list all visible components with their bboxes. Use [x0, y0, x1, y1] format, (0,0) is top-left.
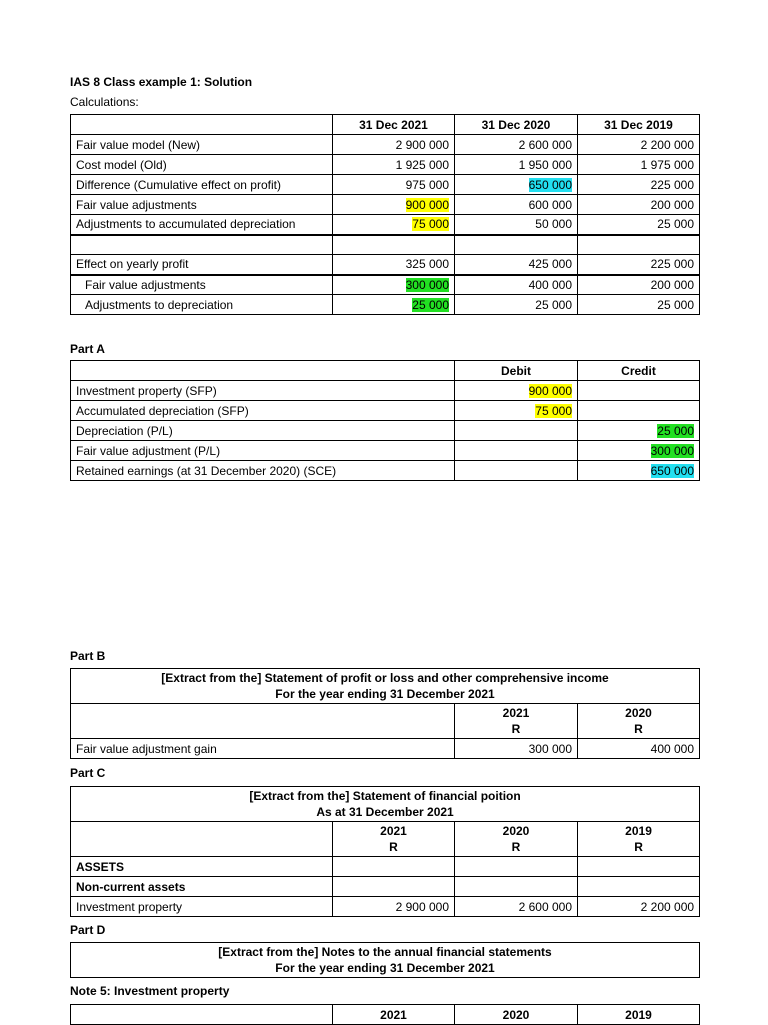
row-label: Investment property: [71, 897, 333, 917]
cell-2021: [333, 295, 455, 315]
year-label: 2020: [455, 1005, 578, 1025]
highlight-green: 300 000: [405, 277, 449, 292]
debit-cell: [455, 421, 578, 441]
statement-heading: [71, 943, 700, 978]
heading-line-1: [Extract from the] Statement of profit or loss and other comprehensive income: [161, 671, 609, 685]
cell-2021: [333, 195, 455, 215]
cell-2021: 2 900 000: [333, 135, 455, 155]
debit-cell: [455, 441, 578, 461]
statement-heading: [71, 669, 700, 704]
note-title: Note 5: Investment property: [70, 984, 230, 998]
profit-loss-table: [70, 668, 700, 759]
notes-heading-table: [70, 942, 700, 978]
cell-2019: 2 200 000: [578, 135, 700, 155]
highlight-yellow: 75 000: [412, 217, 449, 232]
header-2019: 31 Dec 2019: [578, 115, 700, 135]
highlight-yellow: 900 000: [405, 197, 449, 212]
spacer-row: [71, 235, 700, 255]
cell-2021: [333, 275, 455, 295]
calculations-label: Calculations:: [70, 95, 139, 109]
cell-2020: 25 000: [455, 295, 578, 315]
header-2020: 31 Dec 2020: [455, 115, 578, 135]
table-row: [71, 155, 700, 175]
year-label: 2021: [333, 1005, 455, 1025]
debit-header: Debit: [455, 361, 578, 381]
value-cell: 2 900 000: [333, 897, 455, 917]
table-row: [71, 421, 700, 441]
credit-cell: [578, 461, 700, 481]
table-row: [71, 857, 700, 877]
table-row: [71, 175, 700, 195]
row-label: Adjustments to accumulated depreciation: [71, 215, 333, 235]
currency-label: R: [634, 840, 643, 854]
part-b-title: Part B: [70, 649, 106, 663]
highlight-green: 25 000: [412, 297, 449, 312]
part-d-title: Part D: [70, 923, 106, 937]
cell-2020: 400 000: [455, 275, 578, 295]
heading-line-2: For the year ending 31 December 2021: [275, 687, 495, 701]
empty-cell: [71, 822, 333, 857]
value-cell: 2 600 000: [455, 897, 578, 917]
credit-cell: [578, 381, 700, 401]
row-label: Fair value adjustment (P/L): [71, 441, 455, 461]
row-label: Fair value adjustments: [71, 275, 333, 295]
currency-label: R: [634, 722, 643, 736]
currency-label: R: [511, 722, 521, 736]
year-header: [333, 822, 455, 857]
table-row: [71, 295, 700, 315]
highlight-green: 25 000: [657, 423, 694, 438]
calculations-table: [70, 114, 700, 315]
cell-2021: [333, 215, 455, 235]
heading-line-1: [Extract from the] Statement of financial poition: [249, 789, 521, 803]
cell-2019: 225 000: [578, 255, 700, 275]
part-a-title: Part A: [70, 342, 105, 356]
cell-2019: 200 000: [578, 275, 700, 295]
statement-heading: [71, 787, 700, 822]
year-header: [578, 822, 700, 857]
year-label: 2021: [380, 824, 407, 838]
cell-2020: 425 000: [455, 255, 578, 275]
journal-table: [70, 360, 700, 481]
currency-label: R: [511, 840, 521, 854]
debit-cell: [455, 401, 578, 421]
empty-cell: [71, 115, 333, 135]
cell-2019: 25 000: [578, 215, 700, 235]
statement-heading-row: [71, 787, 700, 822]
value-cell: 300 000: [455, 739, 578, 759]
cell-2019: 200 000: [578, 195, 700, 215]
cell-2020: 2 600 000: [455, 135, 578, 155]
row-label: Fair value model (New): [71, 135, 333, 155]
table-row: [71, 255, 700, 275]
cell-2019: 25 000: [578, 295, 700, 315]
year-label: 2019: [578, 1005, 700, 1025]
cell-2020: [455, 175, 578, 195]
year-label: 2019: [625, 824, 652, 838]
credit-cell: [578, 421, 700, 441]
year-header-row: [71, 1005, 700, 1025]
cell-2020: 600 000: [455, 195, 578, 215]
highlight-green: 300 000: [650, 443, 694, 458]
heading-line-1: [Extract from the] Notes to the annual financial statements: [218, 945, 552, 959]
row-label: Fair value adjustments: [71, 195, 333, 215]
year-header: [578, 704, 700, 739]
empty-cell: [71, 361, 455, 381]
page-title: IAS 8 Class example 1: Solution: [70, 75, 253, 89]
part-c-title: Part C: [70, 766, 106, 780]
cell-2019: 225 000: [578, 175, 700, 195]
table-row: [71, 275, 700, 295]
row-label: Depreciation (P/L): [71, 421, 455, 441]
empty-cell: [71, 704, 455, 739]
year-header: [455, 704, 578, 739]
year-label: 2021: [502, 706, 530, 720]
row-label: Investment property (SFP): [71, 381, 455, 401]
header-2021: 31 Dec 2021: [333, 115, 455, 135]
highlight-yellow: 900 000: [528, 383, 572, 398]
table-row: [71, 381, 700, 401]
empty-cell: [71, 1005, 333, 1025]
highlight-yellow: 75 000: [535, 403, 572, 418]
table-row: [71, 441, 700, 461]
cell-2021: 975 000: [333, 175, 455, 195]
table-row: [71, 195, 700, 215]
cell-2021: 1 925 000: [333, 155, 455, 175]
heading-line-2: As at 31 December 2021: [316, 805, 454, 819]
highlight-cyan: 650 000: [528, 177, 572, 192]
table-row: [71, 401, 700, 421]
table-row: [71, 461, 700, 481]
value-cell: 2 200 000: [578, 897, 700, 917]
value-cell: 400 000: [578, 739, 700, 759]
cell-2019: 1 975 000: [578, 155, 700, 175]
note-table: [70, 1004, 700, 1025]
year-label: 2020: [502, 824, 530, 838]
assets-label: ASSETS: [71, 857, 333, 877]
year-header-row: [71, 704, 700, 739]
debit-cell: [455, 461, 578, 481]
credit-cell: [578, 401, 700, 421]
row-label: Accumulated depreciation (SFP): [71, 401, 455, 421]
row-label: Fair value adjustment gain: [71, 739, 455, 759]
statement-heading-row: [71, 943, 700, 978]
table-row: [71, 215, 700, 235]
statement-heading-row: [71, 669, 700, 704]
calc-header-row: [71, 115, 700, 135]
year-header-row: [71, 822, 700, 857]
debit-cell: [455, 381, 578, 401]
row-label: Adjustments to depreciation: [71, 295, 333, 315]
non-current-assets-label: Non-current assets: [71, 877, 333, 897]
row-label: Retained earnings (at 31 December 2020) (SCE): [71, 461, 455, 481]
table-row: [71, 877, 700, 897]
table-row: [71, 135, 700, 155]
financial-position-table: [70, 786, 700, 917]
heading-line-2: For the year ending 31 December 2021: [275, 961, 495, 975]
row-label: Cost model (Old): [71, 155, 333, 175]
cell-2020: 1 950 000: [455, 155, 578, 175]
year-header: [455, 822, 578, 857]
year-label: 2020: [625, 706, 652, 720]
credit-cell: [578, 441, 700, 461]
highlight-cyan: 650 000: [650, 463, 694, 478]
currency-label: R: [389, 840, 398, 854]
credit-header: Credit: [578, 361, 700, 381]
cell-2020: 50 000: [455, 215, 578, 235]
row-label: Difference (Cumulative effect on profit): [71, 175, 333, 195]
journal-header-row: [71, 361, 700, 381]
cell-2021: 325 000: [333, 255, 455, 275]
table-row: [71, 897, 700, 917]
row-label: Effect on yearly profit: [71, 255, 333, 275]
table-row: [71, 739, 700, 759]
